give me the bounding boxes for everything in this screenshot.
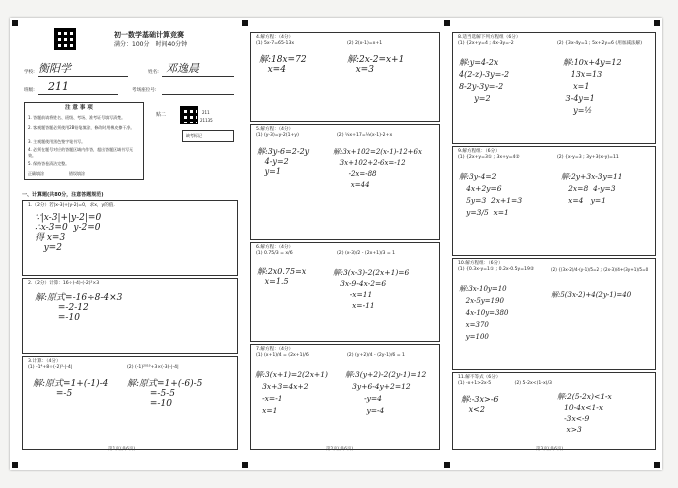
question-11-answer-a: 解:-3x>-6 x<2 bbox=[461, 395, 499, 414]
barcode-text: 21135 bbox=[200, 118, 213, 123]
question-9-prompt-b: (2) {x-y=3 ; 3y+3(x-y)=11 bbox=[557, 155, 619, 160]
question-7-box[interactable] bbox=[250, 344, 440, 450]
page-footer: 第2页(共6页) bbox=[326, 447, 354, 452]
question-11-answer-b: 解:2(5-2x)<1-x 10-4x<1-x -3x<-9 x>3 bbox=[557, 392, 612, 434]
registration-mark bbox=[242, 20, 248, 26]
question-3-prompt-b: (2) (-1)²⁰¹⁹+3×(-3)-|-4| bbox=[127, 365, 179, 370]
question-5-box[interactable] bbox=[250, 124, 440, 240]
question-6-prompt-a: 6.解方程：（4分） (1) 0.75/3 = x/6 bbox=[256, 245, 294, 256]
class-label: 班级: bbox=[24, 88, 35, 93]
question-4-box[interactable] bbox=[250, 32, 440, 122]
question-8-box[interactable] bbox=[452, 32, 656, 144]
notice-title: 注 意 事 项 bbox=[65, 105, 93, 111]
column-3 bbox=[452, 26, 656, 456]
question-2-prompt: 2.（2分）计算：16÷(-4)-(-2)³×3 bbox=[28, 281, 100, 286]
question-8-prompt-b: (2) {3x-4y=1 ; 5x+2y=6 (用加减法解) bbox=[557, 41, 642, 46]
name-label: 姓名: bbox=[148, 70, 159, 75]
question-9-answer-b: 解:2y+3x-3y=11 2x=8 4-y=3 x=4 y=1 bbox=[561, 172, 623, 205]
question-5-prompt-b: (2) ½x+17=⅓(x-1)-2+x bbox=[337, 133, 393, 138]
question-4-answer-b: 解:2x-2=x+1 x=3 bbox=[347, 55, 405, 75]
question-3-prompt-a: 3.计算：（4分） (1) -1⁴+8÷(-2)³-|-4| bbox=[28, 359, 73, 370]
question-1-prompt: 1.（2分）若|x-3|+|y-2|=0，求x，y的值. bbox=[28, 203, 115, 208]
seal-text: 缺考标记 bbox=[186, 133, 202, 138]
notice-item: 2. 客观题答题必须使用2B铅笔填涂，修改时用橡皮擦干净。 bbox=[28, 125, 135, 130]
qr-code bbox=[54, 28, 76, 50]
question-11-prompt: 11.解不等式（6分） (1) -x+1>2x-5 (2) 5-2x<(1-x)/3 bbox=[458, 375, 552, 386]
question-6-answer-b: 解:3(x-3)-2(2x+1)=6 3x-9-4x-2=6 -x=11 x=-11 bbox=[333, 268, 410, 310]
question-9-box[interactable] bbox=[452, 146, 656, 256]
question-6-prompt-b: (2) (x-3)/2 - (2x+1)/3 = 1 bbox=[337, 251, 396, 256]
side-value: 211 bbox=[202, 110, 210, 115]
question-6-box[interactable] bbox=[250, 242, 440, 342]
side-label: 贴二 bbox=[156, 112, 167, 118]
question-7-prompt-b: (2) (y+2)/4 - (2y-1)/6 = 1 bbox=[347, 353, 405, 358]
notice-box bbox=[24, 102, 144, 180]
column-2 bbox=[250, 26, 440, 456]
question-11-box[interactable] bbox=[452, 372, 656, 450]
question-7-answer-b: 解:3(y+2)-2(2y-1)=12 3y+6-4y+2=12 -y=4 y=-4 bbox=[345, 370, 427, 415]
question-9-answer-a: 解:3y-4=2 4x+2y=6 5y=3 2x+1=3 y=3/5 x=1 bbox=[459, 172, 523, 217]
question-5-answer-a: 解:3y-6=2-2y 4-y=2 y=1 bbox=[257, 147, 310, 176]
name-line bbox=[162, 76, 234, 77]
notice-item: 4. 必须在题号对应的答题区域内作答，超出答题区域书写无效。 bbox=[28, 147, 134, 158]
question-3-answer-b: 解:原式=1+(-6)-5 =-5-5 =-10 bbox=[127, 379, 203, 409]
question-3-box[interactable] bbox=[22, 356, 238, 450]
question-8-answer-b: 解:10x+4y=12 13x=13 x=1 3-4y=1 y=½ bbox=[563, 58, 622, 115]
notice-item: 5. 保持答卷清洁完整。 bbox=[28, 161, 70, 166]
page-footer: 第3页(共6页) bbox=[536, 447, 564, 452]
question-2-answer: 解:原式=-16÷8-4×3 =-2-12 =-10 bbox=[35, 293, 123, 323]
question-7-answer-a: 解:3(x+1)=2(2x+1) 3x+3=4x+2 -x=-1 x=1 bbox=[255, 370, 328, 415]
registration-mark bbox=[12, 462, 18, 468]
class-value: 211 bbox=[48, 80, 69, 93]
school-line bbox=[38, 76, 128, 77]
column-1 bbox=[18, 26, 240, 456]
question-3-answer-a: 解:原式=1+(-1)-4 =-5 bbox=[33, 379, 109, 399]
question-4-answer-a: 解:18x=72 x=4 bbox=[259, 55, 307, 75]
exam-no-line bbox=[162, 94, 234, 95]
school-value: 衡阳学 bbox=[38, 62, 71, 75]
question-10-prompt-b: (2) {(3x-2)/4-(y-1)/5=2 ; (2x-3)/4+(3y+1)/5=0 bbox=[551, 267, 649, 272]
score-time: 满分：100分 时间40分钟 bbox=[114, 41, 188, 48]
question-10-box[interactable] bbox=[452, 258, 656, 370]
barcode-qr bbox=[180, 106, 198, 124]
class-line bbox=[38, 94, 118, 95]
question-7-prompt-a: 7.解方程：（4分） (1) (x+1)/4 = (2x+1)/6 bbox=[256, 347, 309, 358]
question-10-answer-a: 解:3x-10y=10 2x-5y=190 4x-10y=380 x=370 y=100 bbox=[459, 285, 509, 341]
fill-correct: 正确填涂 bbox=[28, 171, 44, 176]
question-5-answer-b: 解:3x+102=2(x-1)-12+6x 3x+102+2-6x=-12 -2x=-88 x=44 bbox=[333, 148, 422, 189]
question-8-prompt-a: 8.适当选解下列方程组（6分） (1) {2x+y=4 ; 4x-3y=-2 bbox=[458, 35, 521, 46]
registration-mark bbox=[444, 20, 450, 26]
question-4-prompt-b: (2) 2(x-1)=x+1 bbox=[347, 41, 383, 46]
question-4-prompt-a: 4.解方程：（4分） (1) 5x-7=65-13x bbox=[256, 35, 295, 46]
registration-mark bbox=[242, 462, 248, 468]
answer-sheet bbox=[10, 18, 662, 470]
fill-wrong: 错误填涂 bbox=[69, 171, 85, 176]
registration-mark bbox=[654, 462, 660, 468]
question-8-answer-a: 解:y=4-2x 4(2-z)-3y=-2 8-2y-3y=-2 y=2 bbox=[459, 58, 510, 103]
school-label: 学校: bbox=[24, 70, 35, 75]
question-2-box[interactable] bbox=[22, 278, 238, 354]
question-1-box[interactable] bbox=[22, 200, 238, 276]
question-9-prompt-a: 9.解方程组：（6分） (1) {2x+y=3① ; 3x+y=4② bbox=[458, 149, 520, 160]
question-1-answer: ∵|x-3|+|y-2|=0 ∴x-3=0 y-2=0 得 x=3 y=2 bbox=[35, 213, 102, 253]
notice-item: 3. 主观题使用黑色签字笔书写。 bbox=[28, 139, 86, 144]
question-5-prompt-a: 5.解方程：（4分） (1) (y-3)=y-2(1+y) bbox=[256, 127, 299, 138]
page-title: 初一数学基础计算竞赛 bbox=[114, 31, 184, 39]
section-title: 一、计算题(共80分，注意答题规范) bbox=[22, 192, 104, 198]
question-6-answer-a: 解:2x0.75=x x=1.5 bbox=[257, 267, 307, 286]
absence-mark-box bbox=[182, 130, 234, 142]
exam-no-label: 考场座位号: bbox=[132, 88, 157, 93]
registration-mark bbox=[444, 462, 450, 468]
page-footer: 第1页(共6页) bbox=[108, 447, 136, 452]
question-10-prompt-a: 10.解方程组：（6分） (1) {0.3x-y=1① ; 0.2x-0.5y=19② bbox=[458, 261, 535, 272]
question-10-answer-b: 解:5(3x-2)+4(2y-1)=40 bbox=[551, 291, 632, 299]
notice-item: 1. 答题前请将姓名、班级、考场、准考证号填写清楚。 bbox=[28, 115, 126, 120]
name-value: 邓逸晨 bbox=[166, 62, 199, 75]
